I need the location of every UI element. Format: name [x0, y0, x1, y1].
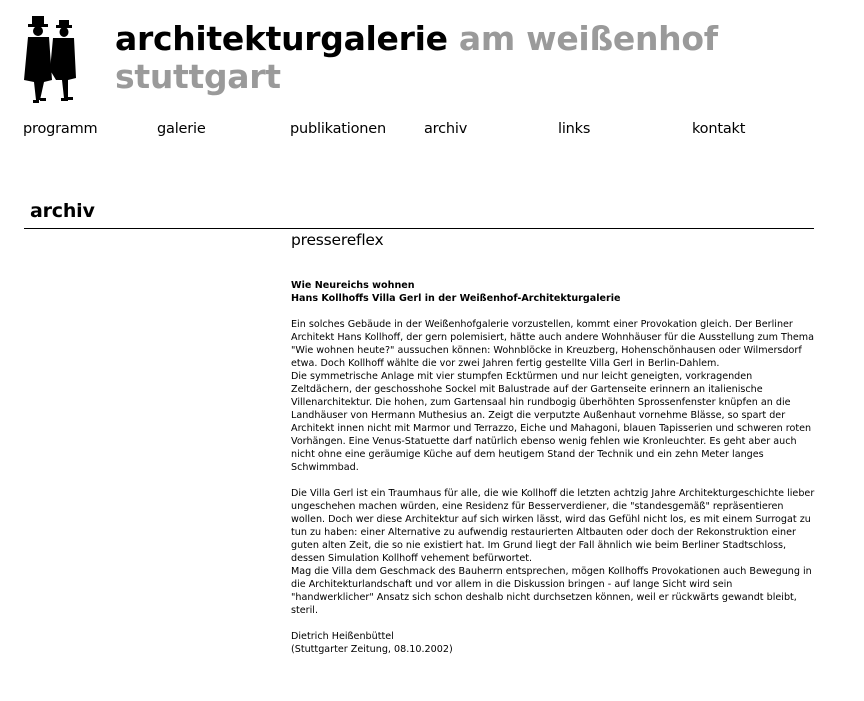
article-subheadline: Hans Kollhoffs Villa Gerl in der Weißenhof-Architekturgalerie — [291, 293, 621, 304]
article-paragraph: Die symmetrische Anlage mit vier stumpfen Ecktürmen und nur leicht geneigten, vorkragenden Zeltdächern, der geschosshohe Sockel mit Balustrade auf der Gartenseite erinnern an italienische Villenarchitektur. Die hohen, zum Gartensaal hin rundbogig überhöhten Sprossenfenster knüpfen an die Landhäuser von Hermann Muthesius an. Zeigt die verputzte Außenhaut vornehme Blässe, so spart der Architekt innen nicht mit Marmor und Terrazzo, Eiche und Mahagoni, blauen Tapisserien und schweren roten Vorhängen. Eine Venus-Statuette darf natürlich ebenso wenig fehlen wie Kronleuchter. Es geht aber auch nicht ohne eine geräumige Küche auf dem heutigem Stand der Technik und ein zehn Meter langes Schwimmbad. — [291, 371, 812, 473]
site-title-stuttgart: stuttgart — [115, 57, 281, 96]
article-paragraph: Mag die Villa dem Geschmack des Bauherrn entsprechen, mögen Kollhoffs Provokationen auch Bewegung in die Architekturlandschaft und vor allem in die Diskussion bringen - auf lange Sicht wird sein "handwerklicher" Ansatz sich schon deshalb nicht durchsetzen können, weil er rückwärts gewandt bleibt, steril. — [291, 566, 812, 616]
section-divider — [24, 228, 814, 229]
logo-figures-icon — [20, 14, 78, 106]
nav-kontakt[interactable]: kontakt — [692, 121, 746, 137]
main-nav — [0, 121, 864, 143]
article-paragraph: Die Villa Gerl ist ein Traumhaus für alle, die wie Kollhoff die letzten achtzig Jahre Architekturgeschichte lieber ungeschehen machen würden, eine Residenz für Besserverdiener, die "standesgemäß" repräsentieren wollen. Doch wer diese Architektur auf sich wirken lässt, wird das Gefühl nicht los, es mit einem Surrogat zu tun zu haben: einer Alternative zu aufwendig restaurierten Altbauten oder doch der Rekonstruktion einer guten alten Zeit, die so nie existiert hat. Im Grund liegt der Fall ähnlich wie beim Berliner Stadtschloss, dessen Simulation Kollhoff vehement befürwortet. — [291, 488, 815, 564]
site-title-architekturgalerie: architekturgalerie — [115, 19, 448, 58]
site-title — [115, 20, 718, 96]
nav-publikationen[interactable]: publikationen — [290, 121, 386, 137]
article-headline: Wie Neureichs wohnen — [291, 280, 415, 291]
section-title: archiv — [30, 200, 95, 222]
nav-programm[interactable]: programm — [23, 121, 98, 137]
article-source: (Stuttgarter Zeitung, 08.10.2002) — [291, 644, 453, 655]
article-author: Dietrich Heißenbüttel — [291, 631, 394, 642]
article-paragraph: Ein solches Gebäude in der Weißenhofgalerie vorzustellen, kommt einer Provokation gleich. Der Berliner Architekt Hans Kollhoff, der gern polemisiert, hätte auch andere Wohnhäuser für die Ausstellung zum Thema "Wie wohnen heute?" aussuchen können: Wohnblöcke in Kreuzberg, Hohenschönhausen oder Wilmersdorf etwa. Doch Kollhoff wählte die vor zwei Jahren fertig gestellte Villa Gerl in Berlin-Dahlem. — [291, 319, 815, 369]
nav-links[interactable]: links — [558, 121, 591, 137]
nav-galerie[interactable]: galerie — [157, 121, 206, 137]
article — [291, 231, 816, 656]
site-title-am-weissenhof: am weißenhof — [458, 19, 718, 58]
article-category: pressereflex — [291, 231, 384, 249]
nav-archiv[interactable]: archiv — [424, 121, 468, 137]
